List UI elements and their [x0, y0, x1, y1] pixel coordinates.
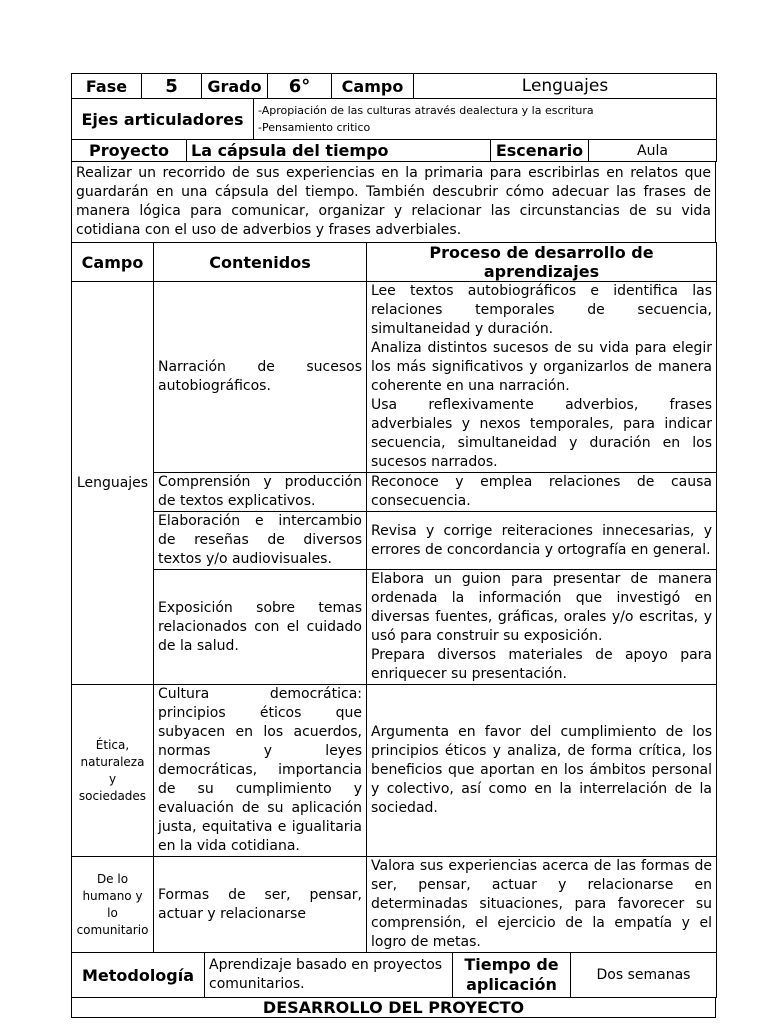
proyecto-value: La cápsula del tiempo	[187, 140, 491, 162]
fase-label: Fase	[72, 74, 142, 99]
escenario-value: Aula	[589, 140, 717, 162]
table-row	[72, 473, 717, 512]
proceso-cell	[367, 857, 717, 953]
contenido-cell: Elaboración e intercambio de reseñas de diversos textos y/o audiovisuales.	[154, 512, 367, 570]
header-table	[71, 73, 717, 99]
grado-value: 6°	[268, 74, 332, 99]
grado-label: Grado	[202, 74, 268, 99]
ejes-list	[254, 99, 717, 140]
table-row	[72, 512, 717, 570]
proceso-paragraph: Revisa y corrige reiteraciones innecesarias, y errores de concordancia y ortografía en general.	[371, 522, 712, 558]
campo-cell-lenguajes: Lenguajes	[72, 282, 154, 685]
contenido-cell: Formas de ser, pensar, actuar y relacionarse	[154, 857, 367, 953]
planning-document	[71, 73, 716, 1018]
proceso-cell	[367, 570, 717, 685]
eje-item: -Pensamiento critico	[258, 121, 371, 134]
campo-cell-humano: De lo humano y lo comunitario	[72, 857, 154, 953]
fase-value: 5	[142, 74, 202, 99]
proceso-paragraph: Valora sus experiencias acerca de las formas de ser, pensar, actuar y relacionarse en determinadas situaciones, para favorecer su comprensión, el ejercicio de la empatía y el logro de metas.	[371, 858, 712, 950]
tiempo-label: Tiempo de aplicación	[453, 953, 571, 998]
proceso-paragraph: Analiza distintos sucesos de su vida para elegir los más significativos y organizarlos de manera coherente en una narración.	[371, 340, 712, 394]
metodologia-table	[71, 952, 717, 998]
tiempo-value: Dos semanas	[571, 953, 717, 998]
table-row	[72, 685, 717, 857]
ejes-label: Ejes articuladores	[72, 99, 254, 140]
desarrollo-table	[71, 997, 716, 1018]
column-header-contenidos: Contenidos	[154, 243, 367, 282]
contenido-cell: Exposición sobre temas relacionados con el cuidado de la salud.	[154, 570, 367, 685]
project-description: Realizar un recorrido de sus experiencias en la primaria para escribirlas en relatos que guardarán en una cápsula del tiempo. También descubrir cómo adecuar las frases de manera lógica para comunicar, organizar y relacionar las circunstancias de su vida cotidiana con el uso de adverbios y frases adverbiales.	[72, 162, 716, 243]
contents-table	[71, 242, 717, 953]
proceso-paragraph: Argumenta en favor del cumplimiento de los principios éticos y analiza, de forma crítica, los beneficios que aportan en los ámbitos personal y colectivo, así como en la interrelación de la sociedad.	[371, 724, 712, 816]
column-header-proceso: Proceso de desarrollo de aprendizajes	[367, 243, 717, 282]
table-row	[72, 570, 717, 685]
contenido-cell: Comprensión y producción de textos explicativos.	[154, 473, 367, 512]
proceso-paragraph: Usa reflexivamente adverbios, frases adverbiales y nexos temporales, para indicar secuencia, simultaneidad y duración en los sucesos narrados.	[371, 397, 712, 470]
table-header-row	[72, 243, 717, 282]
metodologia-value: Aprendizaje basado en proyectos comunitarios.	[205, 953, 453, 998]
table-row	[72, 282, 717, 473]
ejes-table	[71, 98, 717, 140]
campo-cell-etica: Ética, naturaleza y sociedades	[72, 685, 154, 857]
proyecto-table	[71, 139, 717, 162]
proceso-cell	[367, 512, 717, 570]
proceso-cell	[367, 473, 717, 512]
proceso-cell	[367, 685, 717, 857]
proceso-paragraph: Reconoce y emplea relaciones de causa consecuencia.	[371, 474, 712, 509]
proyecto-label: Proyecto	[72, 140, 187, 162]
escenario-label: Escenario	[491, 140, 589, 162]
intro-table	[71, 161, 716, 243]
eje-item: -Apropiación de las culturas através dealectura y la escritura	[258, 104, 594, 117]
campo-value: Lenguajes	[414, 74, 717, 99]
proceso-cell	[367, 282, 717, 473]
proceso-paragraph: Prepara diversos materiales de apoyo para enriquecer su presentación.	[371, 647, 712, 682]
table-row	[72, 857, 717, 953]
desarrollo-title: DESARROLLO DEL PROYECTO	[72, 998, 716, 1018]
metodologia-label: Metodología	[72, 953, 205, 998]
contenido-cell: Cultura democrática: principios éticos que subyacen en los acuerdos, normas y leyes democráticas, importancia de su cumplimiento y evaluación de su aplicación justa, equitativa e igualitaria en la vida cotidiana.	[154, 685, 367, 857]
proceso-paragraph: Elabora un guion para presentar de manera ordenada la información que investigó en diversas fuentes, gráficas, orales y/o escritas, y usó para construir su exposición.	[371, 571, 712, 644]
campo-label: Campo	[332, 74, 414, 99]
proceso-paragraph: Lee textos autobiográficos e identifica las relaciones temporales de secuencia, simultaneidad y duración.	[371, 283, 712, 337]
contenido-cell: Narración de sucesos autobiográficos.	[154, 282, 367, 473]
column-header-campo: Campo	[72, 243, 154, 282]
